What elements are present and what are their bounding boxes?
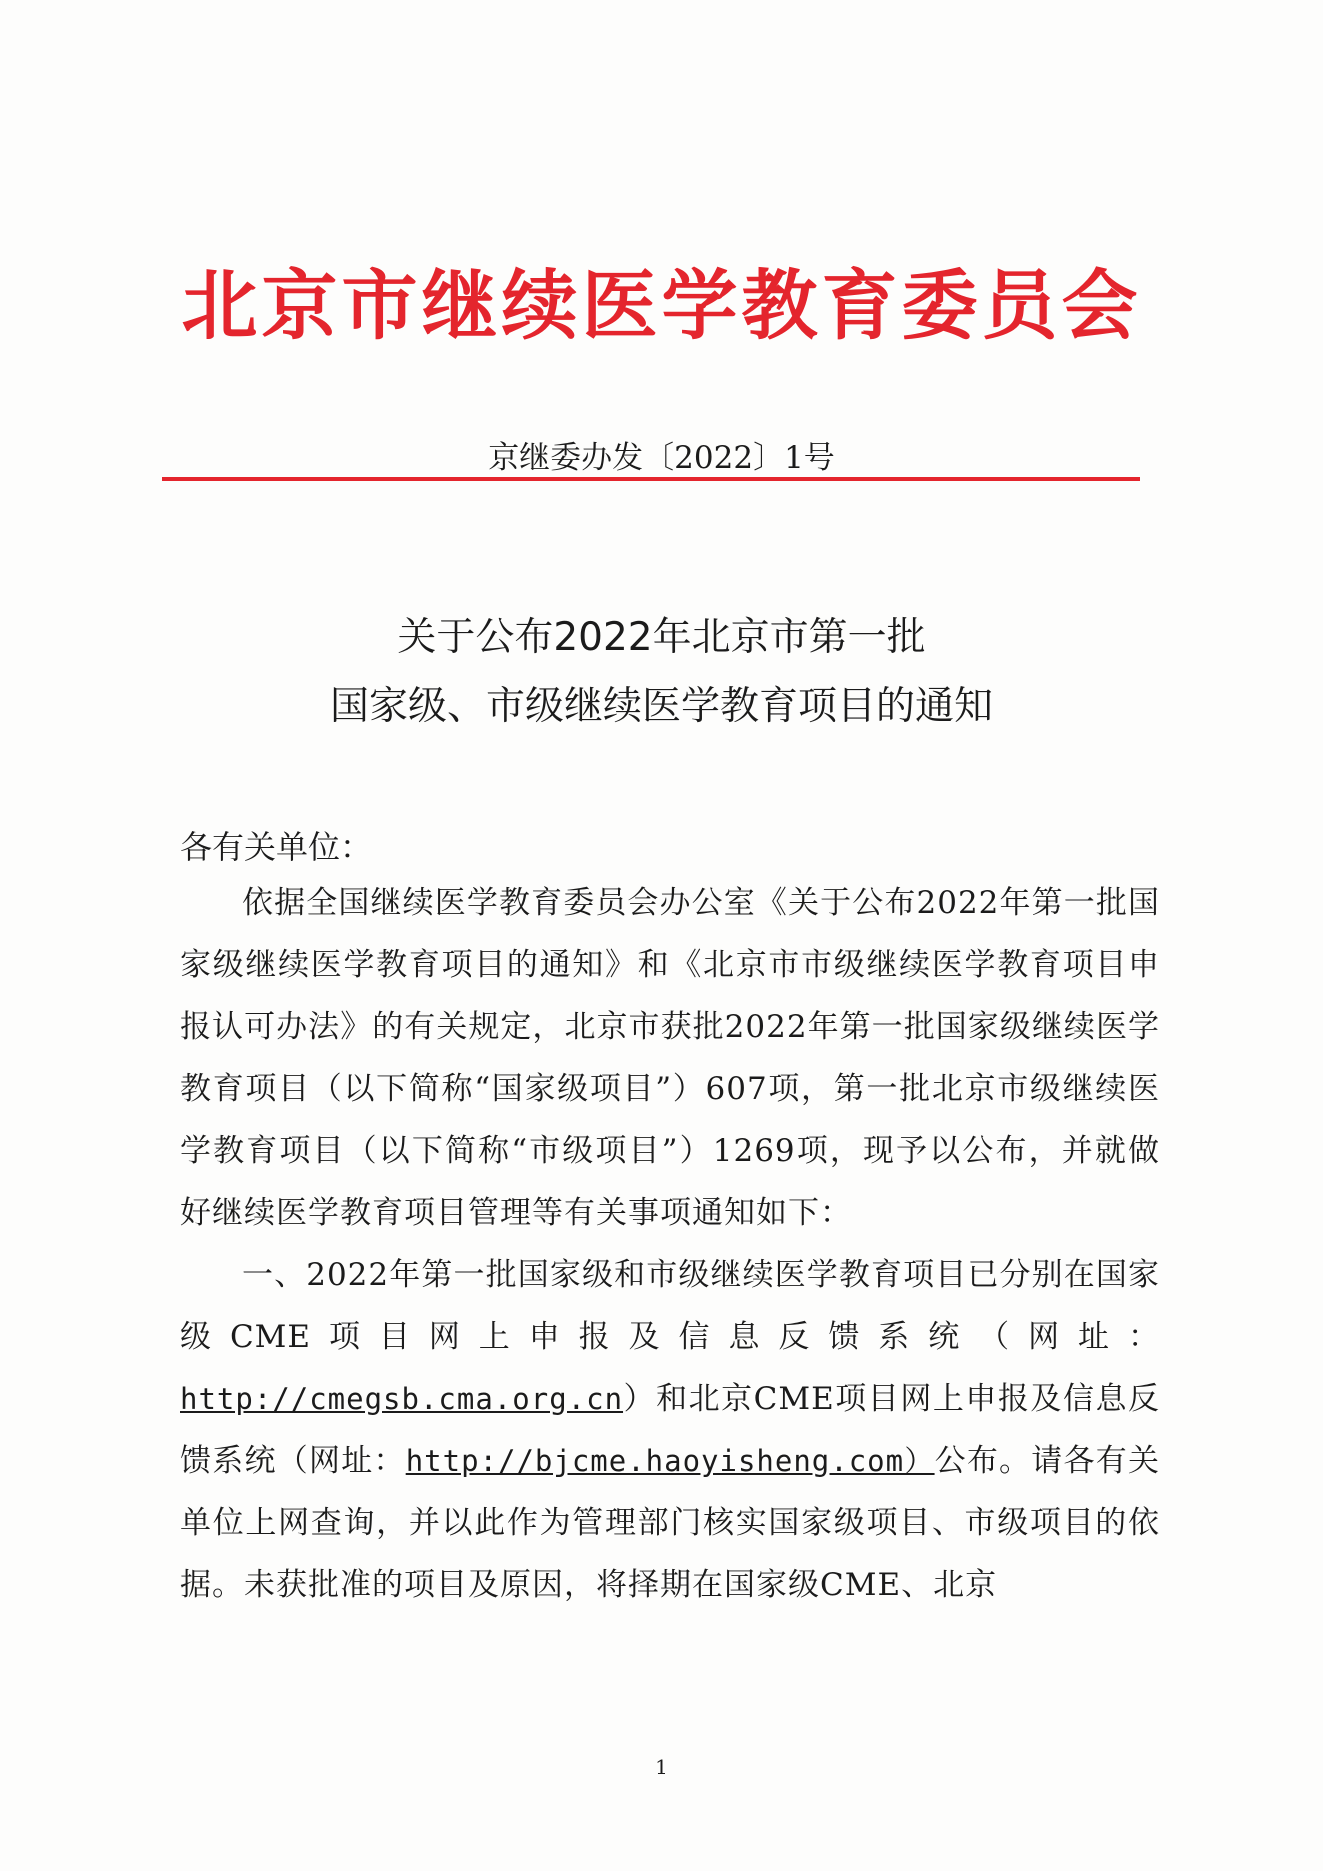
body-text — [180, 872, 1160, 1616]
organization-title: 北京市继续医学教育委员会 — [181, 261, 1142, 350]
notice-title-line-2: 国家级、市级继续医学教育项目的通知 — [329, 684, 993, 729]
paragraph-item-1-part-1: 一、2022年第一批国家级和市级继续医学教育项目已分别在国家级CME项目网上申报及信息反馈系统（网址： — [180, 1257, 1160, 1355]
paragraph-intro: 依据全国继续医学教育委员会办公室《关于公布2022年第一批国家级继续医学教育项目的通知》和《北京市市级继续医学教育项目申报认可办法》的有关规定，北京市获批2022年第一批国家级继续医学教育项目（以下简称“国家级项目”）607项，第一批北京市级继续医学教育项目（以下简称“市级项目”）1269项，现予以公布，并就做好继续医学教育项目管理等有关事项通知如下： — [180, 885, 1160, 1231]
paragraph-item-1-part-2: ）和北京CME项目网上申报及信息反馈系统（网址： — [180, 1381, 1160, 1479]
document-number: 京继委办发〔2022〕1号 — [488, 440, 835, 476]
page-number: 1 — [655, 1755, 668, 1779]
red-divider-line — [162, 477, 1140, 481]
notice-title-line-1: 关于公布2022年北京市第一批 — [397, 615, 926, 660]
paragraph-item-1 — [180, 1244, 1160, 1616]
salutation: 各有关单位： — [180, 828, 373, 866]
paragraph-item-1-part-3: 公布。请各有关单位上网查询，并以此作为管理部门核实国家级项目、市级项目的依据。未获批准的项目及原因，将择期在国家级CME、北京 — [180, 1443, 1161, 1603]
cme-beijing-url-link[interactable]: http://bjcme.haoyisheng.com） — [405, 1444, 935, 1478]
cme-national-url-link[interactable]: http://cmegsb.cma.org.cn — [180, 1382, 624, 1416]
